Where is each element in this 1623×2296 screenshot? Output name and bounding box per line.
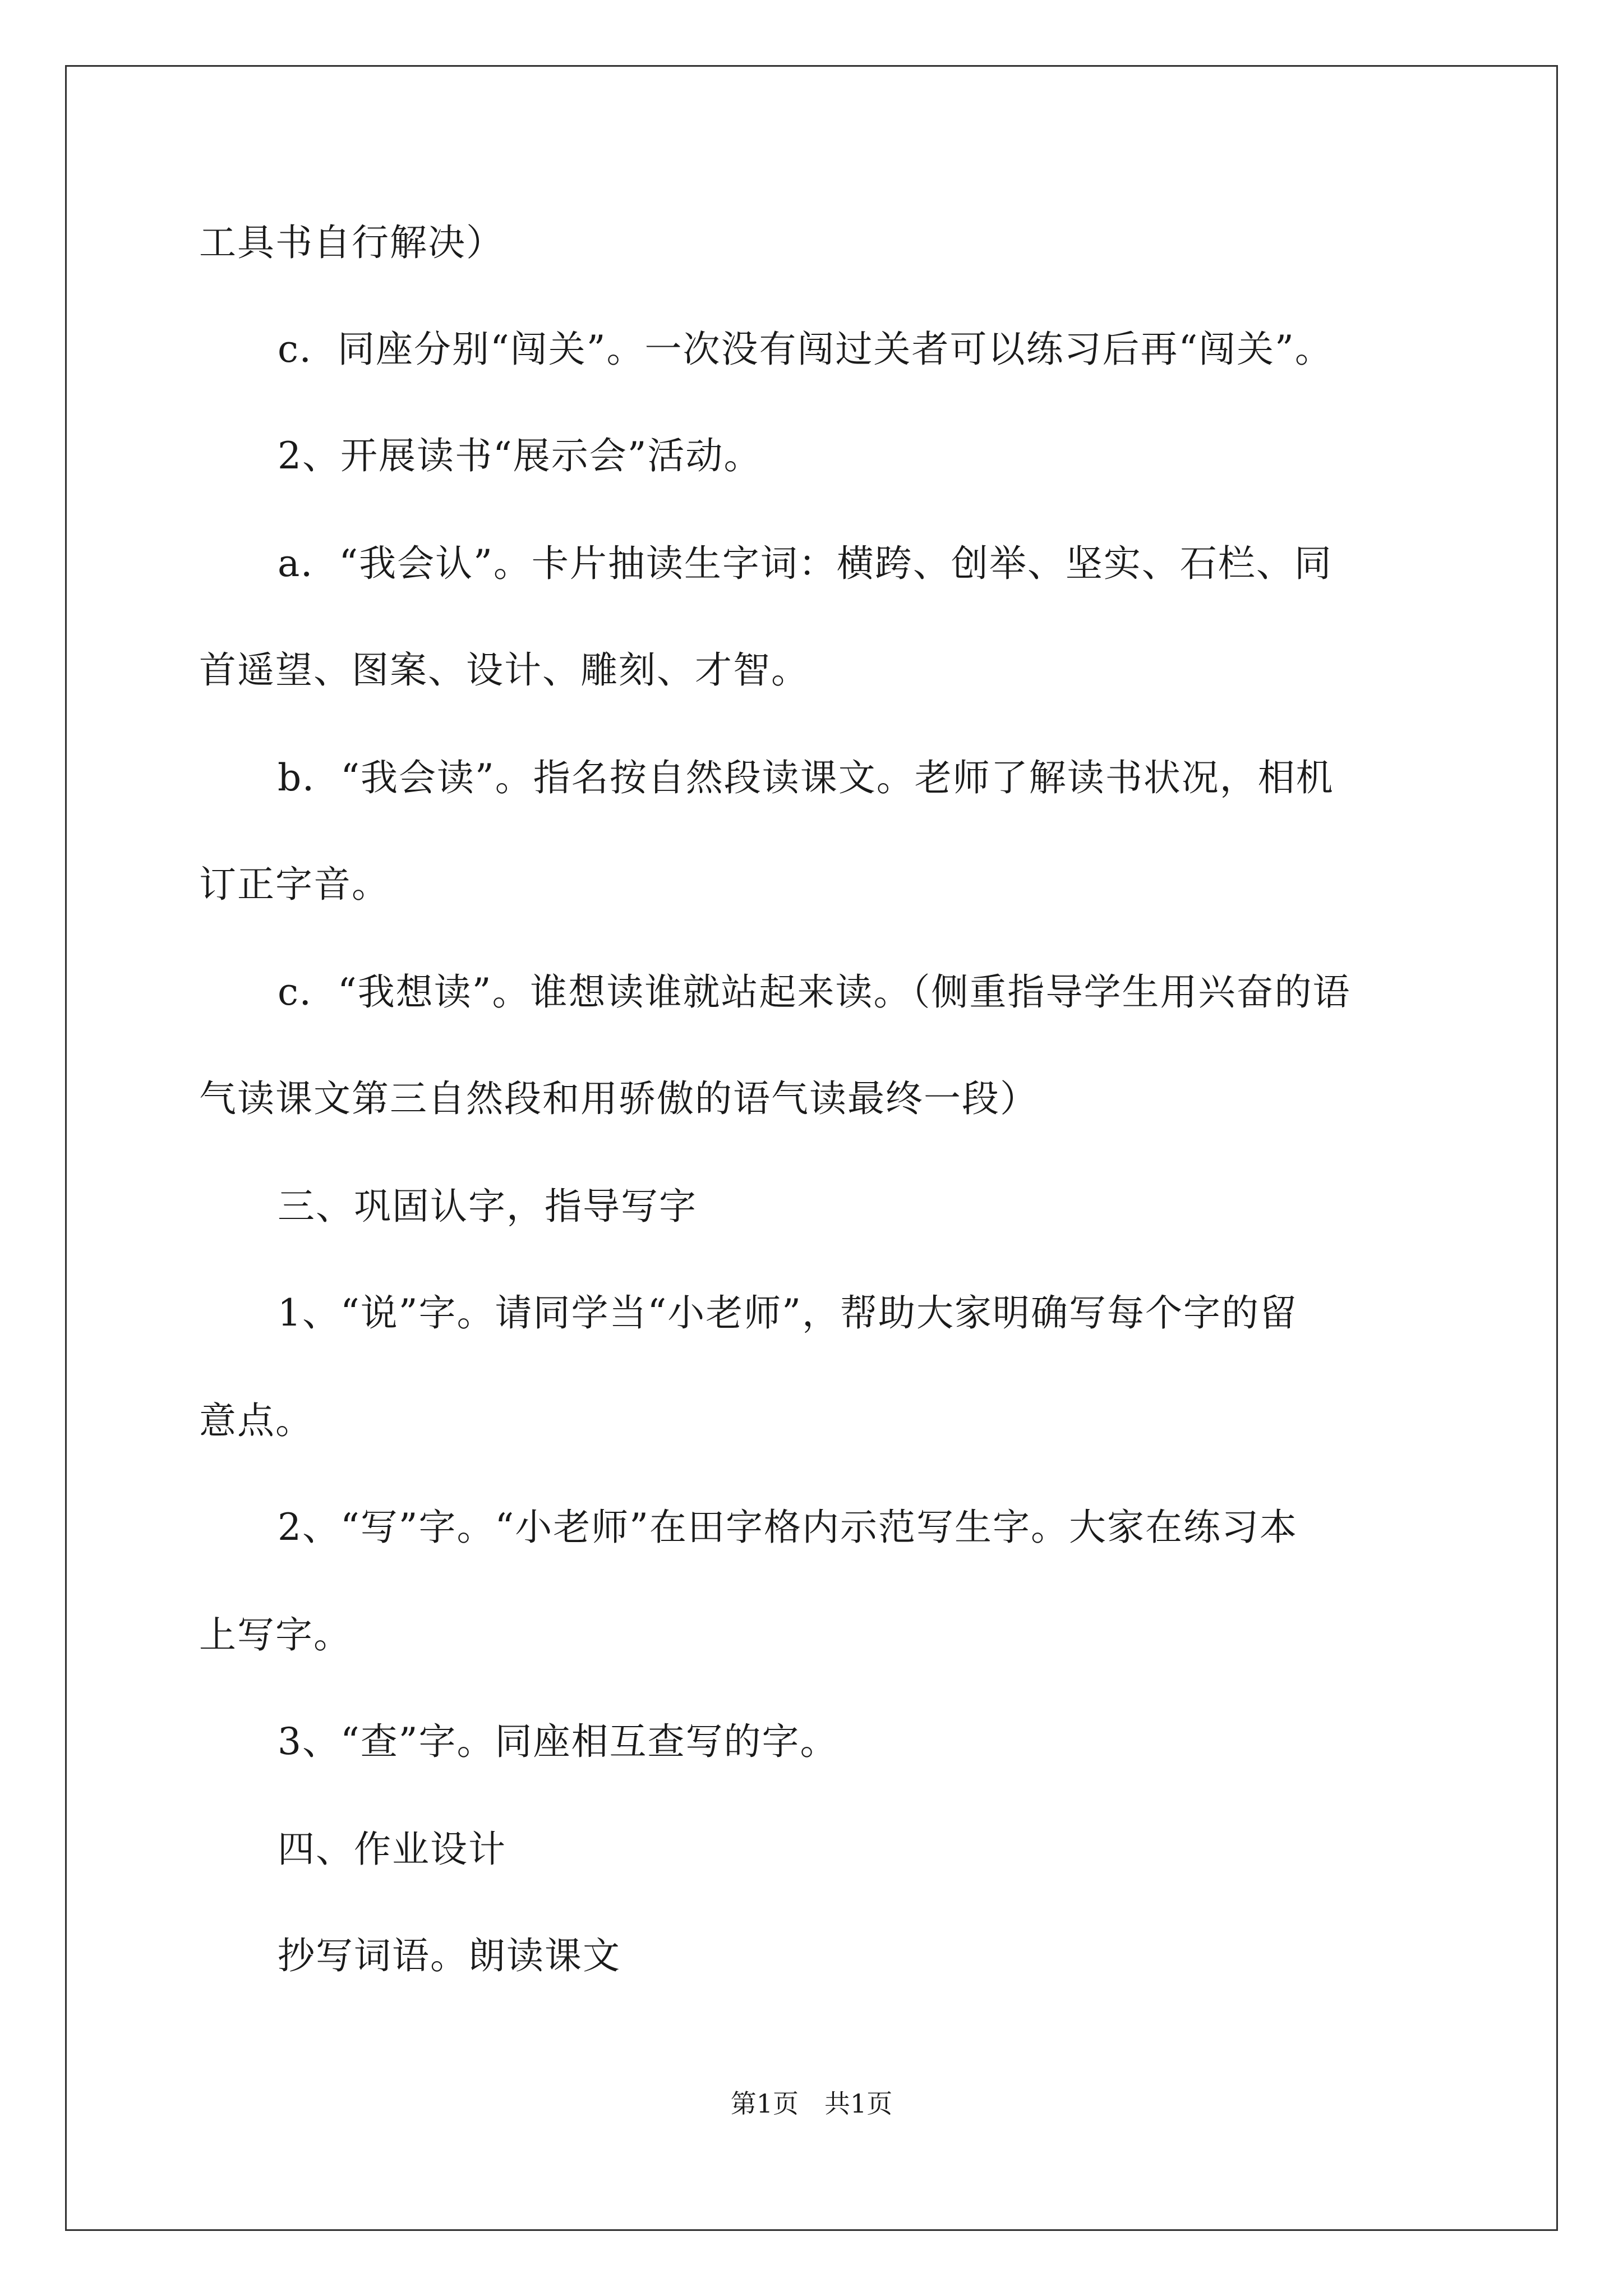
section-heading-4: 四、作业设计 bbox=[278, 1828, 506, 1871]
text-line-13: 2、“写”字。“小老师”在田字格内示范写生字。大家在练习本 bbox=[278, 1506, 1298, 1549]
text-line-5: 首遥望、图案、设计、雕刻、才智。 bbox=[199, 648, 809, 692]
page-number: 第1页 共1页 bbox=[730, 2088, 893, 2119]
text-line-4: a．“我会认”。卡片抽读生字词：横跨、创举、坚实、石栏、同 bbox=[278, 542, 1332, 585]
text-line-8: c．“我想读”。谁想读谁就站起来读。（侧重指导学生用兴奋的语 bbox=[278, 970, 1351, 1014]
text-line-12: 意点。 bbox=[199, 1399, 313, 1442]
text-line-14: 上写字。 bbox=[199, 1613, 352, 1657]
text-line-3: 2、开展读书“展示会”活动。 bbox=[278, 434, 762, 477]
text-line-15: 3、“查”字。同座相互查写的字。 bbox=[278, 1720, 838, 1763]
text-line-11: 1、“说”字。请同学当“小老师”，帮助大家明确写每个字的留 bbox=[278, 1291, 1298, 1335]
text-line-7: 订正字音。 bbox=[199, 863, 390, 906]
text-line-6: b．“我会读”。指名按自然段读课文。老师了解读书状况，相机 bbox=[278, 756, 1334, 799]
text-line-17: 抄写词语。朗读课文 bbox=[278, 1934, 621, 1977]
page-border bbox=[65, 65, 1558, 2231]
text-line-9: 气读课文第三自然段和用骄傲的语气读最终一段） bbox=[199, 1077, 1038, 1120]
section-heading-3: 三、巩固认字，指导写字 bbox=[278, 1185, 697, 1228]
text-line-2: c．同座分别“闯关”。一次没有闯过关者可以练习后再“闯关”。 bbox=[278, 328, 1333, 371]
text-line-1: 工具书自行解决） bbox=[199, 221, 504, 264]
